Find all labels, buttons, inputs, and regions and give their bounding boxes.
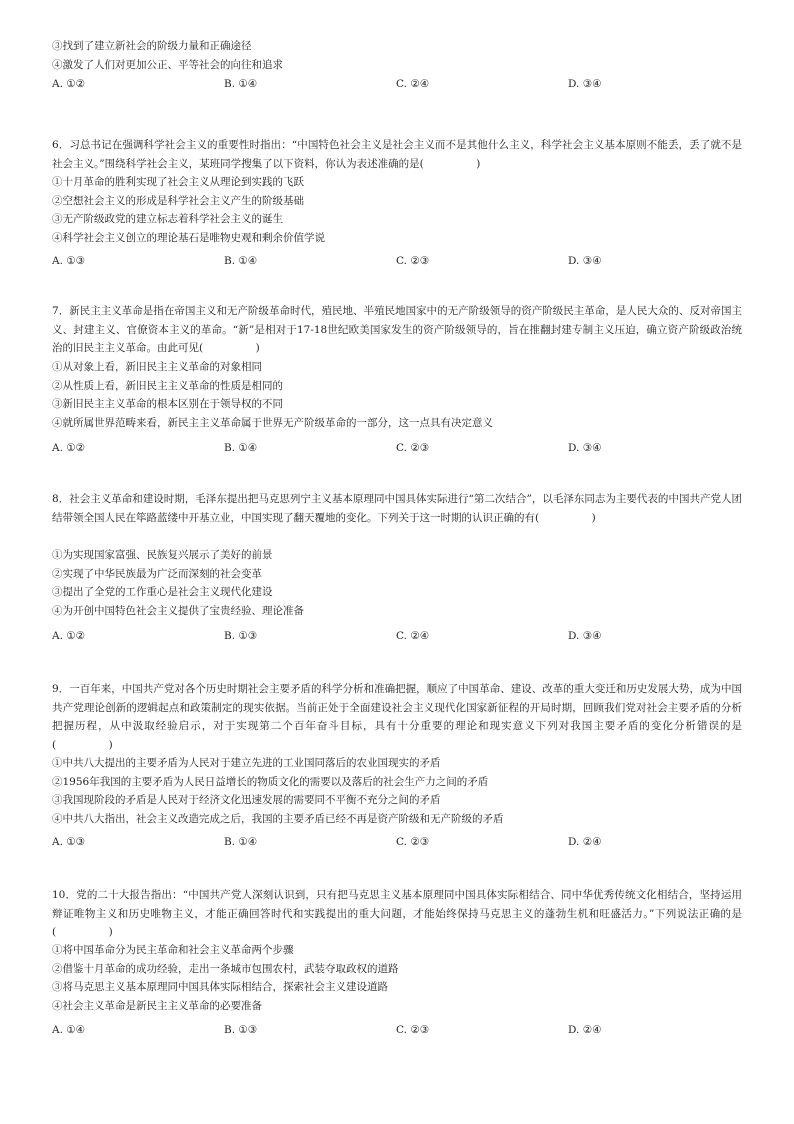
question-9-statements [52, 754, 742, 828]
statement: ②从性质上看，新旧民主主义革命的性质是相同的 [52, 379, 283, 392]
option-c: C. ②④ [396, 78, 430, 90]
statement: ①从对象上看，新旧民主主义革命的对象相同 [52, 361, 262, 373]
option-d: D. ③④ [568, 78, 602, 90]
question-8-options [52, 629, 742, 643]
option-d: D. ②④ [568, 836, 602, 848]
option-b: B. ①④ [224, 836, 258, 848]
statement: ①十月革命的胜利实现了社会主义从理论到实践的飞跃 [52, 176, 304, 188]
question-10-statements [52, 941, 742, 1015]
option-c: C. ②③ [396, 442, 430, 454]
statement: ②空想社会主义的形成是科学社会主义产生的阶级基础 [52, 194, 304, 207]
question-10-stem: 10．党的二十大报告指出：“中国共产党人深刻认识到，只有把马克思主义基本原理同中国具体实际相结合、同中华优秀传统文化相结合，坚持运用辩证唯物主义和历史唯物主义，才能正确回答时代和实践提出的重大问题，才能始终保持马克思主义的蓬勃生机和旺盛活力。”下列说法正确的是( ) [52, 889, 742, 938]
option-d: D. ③④ [568, 630, 602, 642]
question-6-stem: 6．习总书记在强调科学社会主义的重要性时指出：“中国特色社会主义是社会主义而不是其他什么主义，科学社会主义基本原则不能丢，丢了就不是社会主义。”围绕科学社会主义，某班同学搜集了以下资料，你认为表述准确的是( ) [52, 139, 742, 170]
prev-statements [52, 37, 742, 74]
option-b: B. ①④ [224, 78, 258, 90]
option-a: A. ①③ [52, 255, 86, 267]
statement: ②借鉴十月革命的成功经验，走出一条城市包围农村，武装夺取政权的道路 [52, 962, 399, 975]
question-8-stem: 8．社会主义革命和建设时期，毛泽东提出把马克思列宁主义基本原理同中国具体实际进行“第二次结合”，以毛泽东同志为主要代表的中国共产党人团结带领全国人民在筚路蓝缕中开基立业，中国实现了翻天覆地的变化。下列关于这一时期的认识正确的有( ) [52, 493, 742, 524]
option-c: C. ②③ [396, 255, 430, 267]
option-a: A. ①④ [52, 1024, 86, 1036]
option-c: C. ②③ [396, 836, 430, 848]
option-a: A. ①② [52, 630, 86, 642]
option-b: B. ①③ [224, 630, 258, 642]
question-7-statements [52, 358, 742, 432]
statement: ③找到了建立新社会的阶级力量和正确途径 [52, 40, 252, 52]
question-10-options [52, 1023, 742, 1037]
option-a: A. ①③ [52, 836, 86, 848]
statement: ④为开创中国特色社会主义提供了宝贵经验、理论准备 [52, 604, 304, 617]
statement: ①中共八大提出的主要矛盾为人民对于建立先进的工业国同落后的农业国现实的矛盾 [52, 757, 441, 769]
statement: ①为实现国家富强、民族复兴展示了美好的前景 [52, 549, 273, 561]
statement: ④就所属世界范畴来看，新民主主义革命属于世界无产阶级革命的一部分，这一点具有决定意义 [52, 416, 493, 429]
statement: ④中共八大指出，社会主义改造完成之后，我国的主要矛盾已经不再是资产阶级和无产阶级的矛盾 [52, 812, 504, 825]
option-b: B. ①③ [224, 1024, 258, 1036]
question-9-options [52, 835, 742, 849]
statement: ②1956年我国的主要矛盾为人民日益增长的物质文化的需要以及落后的社会生产力之间的矛盾 [52, 775, 489, 788]
option-b: B. ①④ [224, 255, 258, 267]
question-7-stem: 7．新民主主义革命是指在帝国主义和无产阶级革命时代，殖民地、半殖民地国家中的无产阶级领导的资产阶级民主革命，是人民大众的、反对帝国主义、封建主义、官僚资本主义的革命。“新”是相对于17-18世纪欧美国家发生的资产阶级领导的，旨在推翻封建专制主义压迫，确立资产阶级政治统治的旧民主主义革命。由此可见( ) [52, 305, 742, 354]
statement: ④社会主义革命是新民主主义革命的必要准备 [52, 999, 262, 1012]
option-b: B. ①④ [224, 442, 258, 454]
option-c: C. ②③ [396, 1024, 430, 1036]
statement: ①将中国革命分为民主革命和社会主义革命两个步骤 [52, 944, 294, 956]
statement: ③无产阶级政党的建立标志着科学社会主义的诞生 [52, 213, 283, 225]
option-a: A. ①② [52, 442, 86, 454]
question-6-options [52, 254, 742, 268]
option-d: D. ③④ [568, 255, 602, 267]
question-7-options [52, 441, 742, 455]
question-9-stem: 9．一百年来，中国共产党对各个历史时期社会主要矛盾的科学分析和准确把握，顺应了中国革命、建设、改革的重大变迁和历史发展大势，成为中国共产党理论创新的逻辑起点和政策制定的现实依据。当前正处于全面建设社会主义现代化国家新征程的开局时期，回顾我们党对社会主要矛盾的分析把握历程，从中汲取经验启示，对于实现第二个百年奋斗目标，具有十分重要的理论和现实意义下列对我国主要矛盾的变化分析错误的是( ) [52, 683, 742, 751]
prev-options [52, 77, 742, 91]
statement: ③新旧民主主义革命的根本区别在于领导权的不同 [52, 398, 283, 410]
statement: ③将马克思主义基本原理同中国具体实际相结合，探索社会主义建设道路 [52, 981, 388, 993]
statement: ④激发了人们对更加公正、平等社会的向往和追求 [52, 58, 283, 71]
statement: ④科学社会主义创立的理论基石是唯物史观和剩余价值学说 [52, 231, 325, 244]
question-6-statements [52, 173, 742, 247]
statement: ②实现了中华民族最为广泛而深刻的社会变革 [52, 567, 262, 580]
option-a: A. ①② [52, 78, 86, 90]
option-d: D. ②④ [568, 1024, 602, 1036]
statement: ③我国现阶段的矛盾是人民对于经济文化迅速发展的需要同不平衡不充分之间的矛盾 [52, 794, 441, 806]
option-c: C. ②④ [396, 630, 430, 642]
option-d: D. ③④ [568, 442, 602, 454]
question-8-statements [52, 546, 742, 620]
statement: ③提出了全党的工作重心是社会主义现代化建设 [52, 586, 273, 598]
